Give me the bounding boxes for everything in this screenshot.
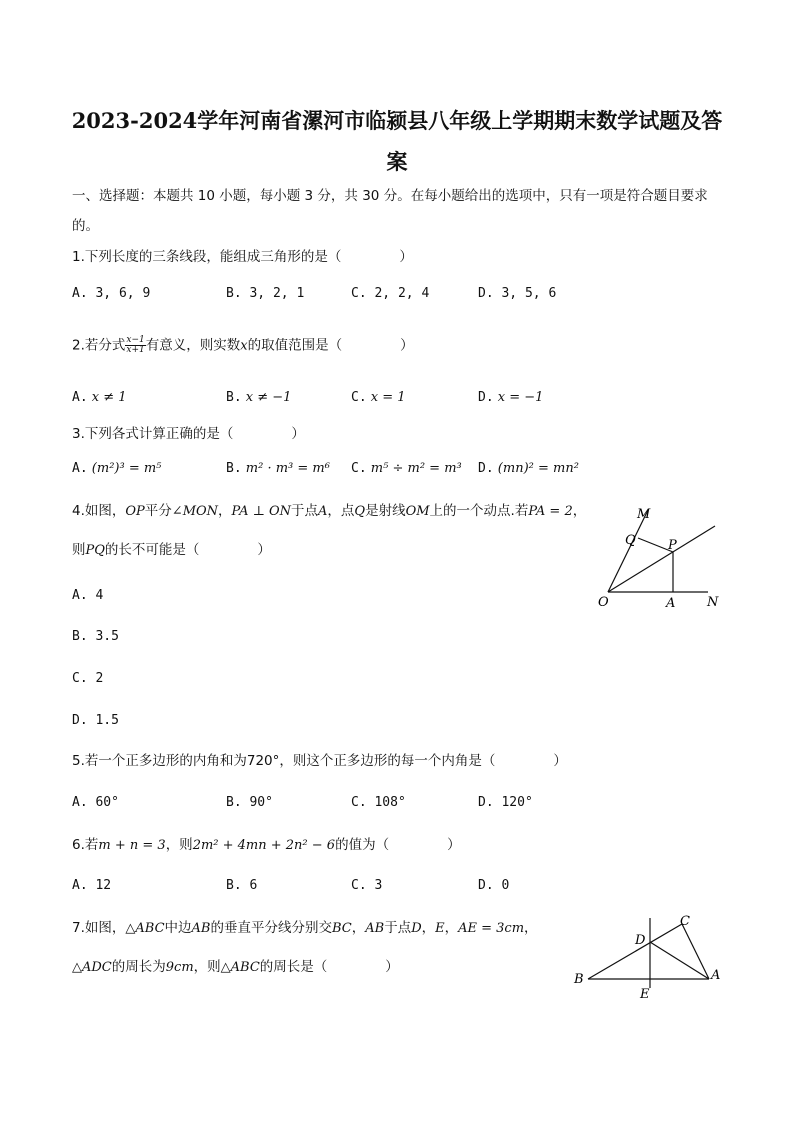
label-c: C	[680, 914, 690, 929]
q2-option-c: C. x = 1	[351, 390, 406, 405]
q2-option-d: D. x = −1	[478, 390, 544, 405]
q6-option-c: C. 3	[351, 878, 383, 893]
question-4-stem-line1: 4.如图，OP平分∠MON，PA ⊥ ON于点A，点Q是射线OM上的一个动点.若PA = 2，	[72, 503, 587, 519]
question-2-stem: 2.若分式 $\frac{x-1}{x+1}$ 有意义，则实数x的取值范围是（ ）	[72, 335, 414, 355]
q1-option-a: A. 3, 6, 9	[72, 286, 151, 301]
document-title-line1: 2023-2024学年河南省漯河市临颍县八年级上学期期末数学试题及答	[71, 108, 723, 133]
q7-triangle-figure	[570, 912, 730, 1002]
label-e: E	[640, 987, 650, 1002]
q3-option-b: B. m² · m³ = m⁶	[226, 461, 330, 476]
q5-option-b: B. 90°	[226, 795, 273, 810]
q3-option-c: C. m⁵ ÷ m² = m³	[351, 461, 462, 476]
q5-option-d: D. 120°	[478, 795, 533, 810]
section-header-line2: 的。	[72, 218, 99, 234]
q1-option-c: C. 2, 2, 4	[351, 286, 430, 301]
q4-angle-bisector-figure	[590, 500, 730, 615]
q4-option-d: D. 1.5	[72, 713, 119, 728]
q2-option-a: A. x ≠ 1	[72, 390, 127, 405]
label-a: A	[666, 596, 676, 611]
question-3-stem: 3.下列各式计算正确的是（ ）	[72, 426, 305, 442]
document-title-line2: 案	[386, 149, 408, 174]
q6-option-b: B. 6	[226, 878, 258, 893]
question-6-stem: 6.若m + n = 3，则2m² + 4mn + 2n² − 6的值为（ ）	[72, 837, 461, 853]
label-a: A	[711, 968, 721, 983]
q1-option-d: D. 3, 5, 6	[478, 286, 557, 301]
question-1-stem: 1.下列长度的三条线段，能组成三角形的是（ ）	[72, 249, 413, 265]
section-header-line1: 一、选择题：本题共 10 小题，每小题 3 分，共 30 分。在每小题给出的选项中，只有一项是符合题目要求	[72, 188, 708, 204]
q4-option-b: B. 3.5	[72, 629, 119, 644]
fraction: $\frac{x-1}{x+1}$	[126, 335, 145, 355]
label-b: B	[574, 972, 584, 987]
label-q: Q	[625, 533, 636, 548]
label-p: P	[668, 538, 677, 553]
question-7-stem-line2: △ADC的周长为9cm，则△ABC的周长是（ ）	[72, 959, 399, 975]
q2-option-b: B. x ≠ −1	[226, 390, 292, 405]
label-n: N	[707, 595, 719, 610]
q6-option-a: A. 12	[72, 878, 112, 893]
q3-option-a: A. (m²)³ = m⁵	[72, 461, 162, 476]
q5-option-c: C. 108°	[351, 795, 406, 810]
question-5-stem: 5.若一个正多边形的内角和为720°，则这个正多边形的每一个内角是（ ）	[72, 753, 567, 769]
q6-option-d: D. 0	[478, 878, 510, 893]
label-o: O	[598, 595, 609, 610]
label-m: M	[637, 507, 651, 522]
q1-option-b: B. 3, 2, 1	[226, 286, 305, 301]
q3-option-d: D. (mn)² = mn²	[478, 461, 579, 476]
q4-option-a: A. 4	[72, 588, 104, 603]
question-4-stem-line2: 则PQ的长不可能是（ ）	[72, 542, 271, 558]
label-d: D	[635, 933, 646, 948]
q5-option-a: A. 60°	[72, 795, 119, 810]
q4-option-c: C. 2	[72, 671, 104, 686]
question-7-stem-line1: 7.如图，△ABC中边AB的垂直平分线分别交BC，AB于点D，E，AE = 3cm，	[72, 920, 538, 936]
